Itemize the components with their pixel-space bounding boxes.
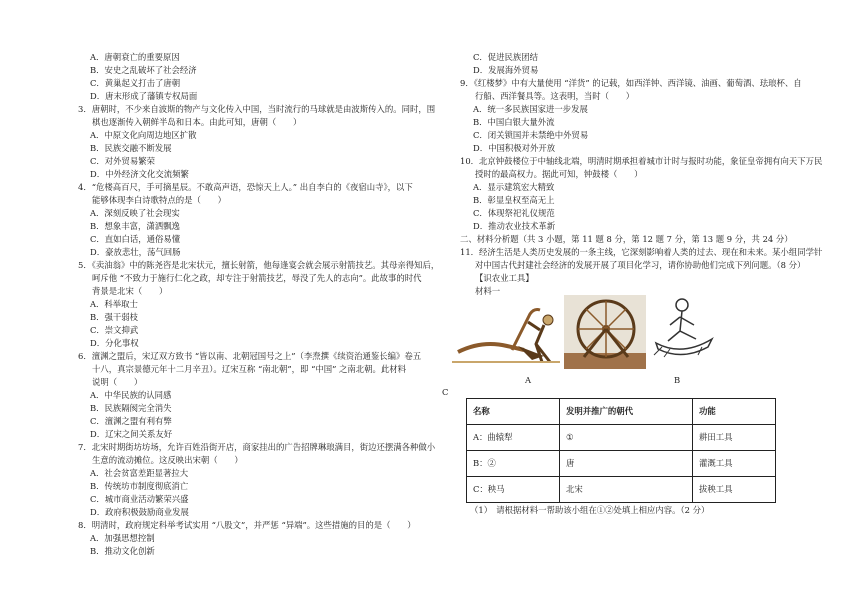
figure-label-b: B bbox=[674, 375, 681, 385]
answer-option: A．中原文化向周边地区扩散 bbox=[90, 130, 197, 140]
seedling-horse-icon bbox=[652, 295, 716, 359]
question-text: 生意的流动摊位。这反映出宋朝（ ） bbox=[92, 455, 243, 465]
answer-option: A．唐朝衰亡的重要原因 bbox=[90, 52, 180, 62]
question-text: 10．北京钟鼓楼位于中轴线北端，明清时期承担着城市计时与报时功能，象征皇帝拥有向天下万民 bbox=[460, 156, 823, 166]
answer-option: C．体现祭祀礼仪规范 bbox=[473, 208, 555, 218]
table-cell: 拔秧工具 bbox=[693, 477, 776, 503]
table-header: 功能 bbox=[693, 399, 776, 425]
table-row bbox=[467, 451, 776, 477]
question-text: 背景是北宋（ ） bbox=[92, 286, 168, 296]
table-cell: ① bbox=[560, 425, 693, 451]
figure-label-a: A bbox=[525, 375, 532, 385]
answer-option: A．显示建筑宏大精致 bbox=[473, 182, 555, 192]
tool-table bbox=[466, 398, 776, 503]
answer-option: B．彰显皇权至高无上 bbox=[473, 195, 555, 205]
answer-option: C．黄巢起义打击了唐朝 bbox=[90, 78, 181, 88]
answer-option: A．中华民族的认同感 bbox=[90, 390, 172, 400]
answer-option: D．分化事权 bbox=[90, 338, 139, 348]
plow-icon bbox=[452, 300, 562, 370]
question-text: 3．唐朝时，不少来自波斯的物产与文化传入中国，当时流行的马球就是由波斯传入的。同时，围 bbox=[78, 104, 436, 114]
answer-option: D．推动农业技术革新 bbox=[473, 221, 556, 231]
table-row bbox=[467, 477, 776, 503]
answer-option: D．发展海外贸易 bbox=[473, 65, 539, 75]
table-cell: 灌溉工具 bbox=[693, 451, 776, 477]
question-text: 【识农业工具】 bbox=[475, 273, 534, 283]
answer-option: D．中国积极对外开放 bbox=[473, 143, 556, 153]
question-text: 二、材料分析题（共 3 小题，第 11 题 8 分，第 12 题 7 分，第 13 题 9 分，共 24 分） bbox=[460, 234, 793, 244]
question-text: 授时的最高权力。据此可知，钟鼓楼（ ） bbox=[475, 169, 643, 179]
answer-option: B．想象丰富，潇洒飘逸 bbox=[90, 221, 180, 231]
question-text: 4．“危楼高百尺，手可摘星辰。不敢高声语，恐惊天上人。” 出自李白的《夜宿山寺》，以下 bbox=[78, 182, 413, 192]
answer-option: D．辽宋之间关系友好 bbox=[90, 429, 173, 439]
answer-option: C．崇文抑武 bbox=[90, 325, 139, 335]
answer-option: A．社会贫富差距显著拉大 bbox=[90, 468, 189, 478]
question-text: 11．经济生活是人类历史发展的一条主线，它深刻影响着人类的过去、现在和未来。某小组同学针 bbox=[460, 247, 823, 257]
question-text: 棋也逐渐传入朝鲜半岛和日本。由此可知，唐朝（ ） bbox=[92, 117, 302, 127]
question-text: 呵斥他 “不致力于施行仁化之政，却专注于射箭技艺，辱没了先人的志向”。此故事的时代 bbox=[92, 273, 422, 283]
answer-option: B．传统坊市制度彻底消亡 bbox=[90, 481, 189, 491]
question-text: 十八，真宗景德元年十二月辛丑）。辽宋互称 “南北朝”，即 “中国” 之南北朝。此材料 bbox=[92, 364, 407, 374]
question-text: 7．北宋时期街坊坊场，允许百姓沿街开店，商家挂出的广告招牌琳琅满目，街边还摆满各种做小 bbox=[78, 442, 436, 452]
answer-option: C．对外贸易繁荣 bbox=[90, 156, 156, 166]
answer-option: D．唐末形成了藩镇专权局面 bbox=[90, 91, 198, 101]
answer-option: B．中国白银大量外流 bbox=[473, 117, 555, 127]
answer-option: C．闭关锁国并未禁绝中外贸易 bbox=[473, 130, 589, 140]
table-header: 名称 bbox=[467, 399, 560, 425]
waterwheel-icon bbox=[564, 295, 646, 369]
question-text: 材料一 bbox=[475, 286, 501, 296]
question-text: 5．《卖油翁》中的陈尧咨是北宋状元，擅长射箭，他每逢宴会就会展示射箭技艺。其母亲得知后， bbox=[78, 260, 440, 270]
answer-option: C．城市商业活动繁荣兴盛 bbox=[90, 494, 189, 504]
question-text: 行船、西洋餐具等。这表明，当时（ ） bbox=[475, 91, 635, 101]
answer-option: B．民族隔阂完全消失 bbox=[90, 403, 172, 413]
question-text: 对中国古代封建社会经济的发展开展了项目化学习，请你协助他们完成下列问题。（8 分） bbox=[475, 260, 806, 270]
question-text: 9．《红楼梦》中有大量使用 “洋货” 的记载，如西洋钟、西洋镜、油画、葡萄酒、珐琅杯、自 bbox=[460, 78, 802, 88]
table-header: 发明并推广的朝代 bbox=[560, 399, 693, 425]
answer-option: A．深刻反映了社会现实 bbox=[90, 208, 180, 218]
answer-option: B．推动文化创新 bbox=[90, 546, 155, 556]
question-text: 8．明清时，政府规定科举考试实用 “八股文”，并严惩 “异端”。这些措施的目的是（ ） bbox=[78, 520, 416, 530]
answer-option: D．豪放悲壮，荡气回肠 bbox=[90, 247, 181, 257]
question-text: 说明（ ） bbox=[92, 377, 143, 387]
answer-option: D．政府积极鼓励商业发展 bbox=[90, 507, 189, 517]
answer-option: C．直如白话，通俗易懂 bbox=[90, 234, 181, 244]
answer-option: A．统一多民族国家进一步发展 bbox=[473, 104, 588, 114]
answer-option: C．促进民族团结 bbox=[473, 52, 539, 62]
answer-option: D．中外经济文化交流频繁 bbox=[90, 169, 189, 179]
table-cell: A：曲辕犁 bbox=[467, 425, 560, 451]
table-row bbox=[467, 425, 776, 451]
question-text: 6．澶渊之盟后，宋辽双方致书 “皆以南、北朝冠国号之上”（李焘撰《续资治通鉴长编》卷五 bbox=[78, 351, 422, 361]
table-header-row bbox=[467, 399, 776, 425]
answer-option: C．澶渊之盟有利有弊 bbox=[90, 416, 172, 426]
answer-option: B．民族交融不断发展 bbox=[90, 143, 172, 153]
figure-label-c: C bbox=[442, 387, 449, 397]
sub-question-1: （1） 请根据材料一帮助该小组在①②处填上相应内容。（2 分） bbox=[470, 505, 710, 515]
table-cell: 唐 bbox=[560, 451, 693, 477]
table-cell: 耕田工具 bbox=[693, 425, 776, 451]
table-cell: 北宋 bbox=[560, 477, 693, 503]
question-text: 能够体现李白诗歌特点的是（ ） bbox=[92, 195, 226, 205]
answer-option: A．科举取士 bbox=[90, 299, 138, 309]
answer-option: A．加强思想控制 bbox=[90, 533, 155, 543]
table-cell: B：② bbox=[467, 451, 560, 477]
table-cell: C：秧马 bbox=[467, 477, 560, 503]
answer-option: B．强干弱枝 bbox=[90, 312, 139, 322]
answer-option: B．安史之乱破坏了社会经济 bbox=[90, 65, 197, 75]
